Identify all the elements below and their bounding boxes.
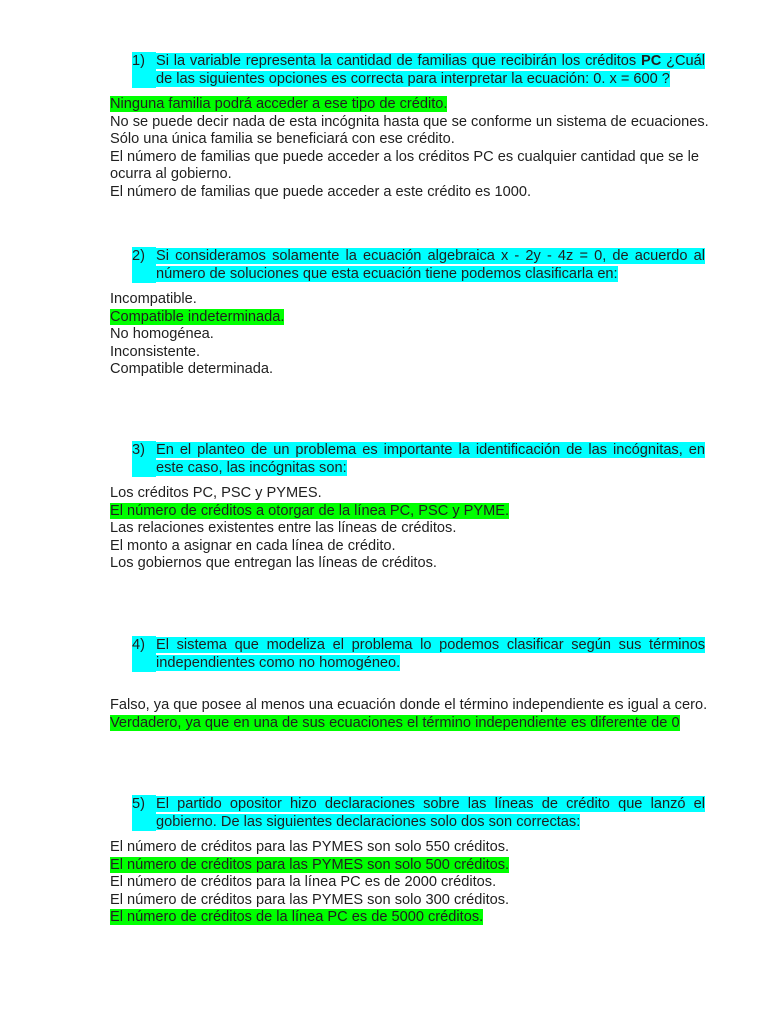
option-correct: Ninguna familia podrá acceder a ese tipo de crédito. (110, 96, 448, 112)
question-text-part: El partido opositor hizo declaraciones sobre las líneas de crédito que lanzó el gobierno. De las siguientes declaraciones solo dos son correctas: (156, 796, 705, 830)
option: Los gobiernos que entregan las líneas de créditos. (110, 555, 437, 571)
options-list-4 (110, 697, 710, 732)
option-correct: El número de créditos a otorgar de la línea PC, PSC y PYME. (110, 502, 510, 519)
option: El número de créditos para las PYMES son solo 300 créditos. (110, 891, 510, 908)
options-list-1 (110, 96, 710, 201)
option: No se puede decir nada de esta incógnita hasta que se conforme un sistema de ecuaciones. (110, 113, 709, 130)
option: El número de familias que puede acceder a los créditos PC es cualquier cantidad que se le ocurra al gobierno. (110, 148, 699, 182)
question-text (156, 247, 705, 283)
question-text-part: El sistema que modeliza el problema lo podemos clasificar según sus términos independientes como no homogéneo. (156, 637, 705, 671)
option: No homogénea. (110, 326, 214, 342)
option: El número de familias que puede acceder a este crédito es 1000. (110, 183, 532, 200)
question-2 (132, 247, 705, 283)
options-list-5 (110, 839, 710, 927)
options-list-2 (110, 291, 710, 379)
question-number: 4) (132, 636, 156, 672)
option: Los créditos PC, PSC y PYMES. (110, 485, 322, 501)
question-text (156, 52, 705, 88)
question-1 (132, 52, 705, 88)
question-number: 3) (132, 441, 156, 477)
option: Falso, ya que posee al menos una ecuación donde el término independiente es igual a cero. (110, 697, 708, 713)
option: Inconsistente. (110, 343, 201, 360)
question-text (156, 441, 705, 477)
question-4 (132, 636, 705, 672)
option: Compatible determinada. (110, 361, 274, 377)
option-correct: Compatible indeterminada. (110, 308, 285, 325)
question-text-part: ¿Cuál de las siguientes opciones es correcta para interpretar la ecuación: 0. x = 600 ? (156, 53, 706, 87)
question-3 (132, 441, 705, 477)
question-text-part: Si la variable representa la cantidad de familias que recibirán los créditos (156, 53, 641, 69)
options-list-3 (110, 485, 710, 573)
option: Sólo una única familia se beneficiará con ese crédito. (110, 131, 455, 147)
question-text-bold: PC (641, 53, 662, 69)
question-number: 5) (132, 795, 156, 831)
question-number: 1) (132, 52, 156, 88)
option-correct: Verdadero, ya que en una de sus ecuaciones el término independiente es diferente de 0 (110, 714, 680, 731)
question-text-part: Si consideramos solamente la ecuación algebraica x - 2y - 4z = 0, de acuerdo al número de soluciones que esta ecuación tiene podemos clasificarla en: (156, 248, 705, 282)
option: Incompatible. (110, 291, 197, 307)
question-text-part: En el planteo de un problema es importante la identificación de las incógnitas, en este caso, las incógnitas son: (156, 442, 705, 476)
option: El monto a asignar en cada línea de crédito. (110, 537, 396, 554)
question-5 (132, 795, 705, 831)
question-text (156, 636, 705, 672)
question-number: 2) (132, 247, 156, 283)
option: Las relaciones existentes entre las líneas de créditos. (110, 520, 457, 536)
option-correct: El número de créditos para las PYMES son solo 500 créditos. (110, 856, 510, 873)
option-correct: El número de créditos de la línea PC es de 5000 créditos. (110, 909, 484, 925)
question-text (156, 795, 705, 831)
option: El número de créditos para las PYMES son solo 550 créditos. (110, 839, 510, 855)
option: El número de créditos para la línea PC es de 2000 créditos. (110, 874, 497, 890)
